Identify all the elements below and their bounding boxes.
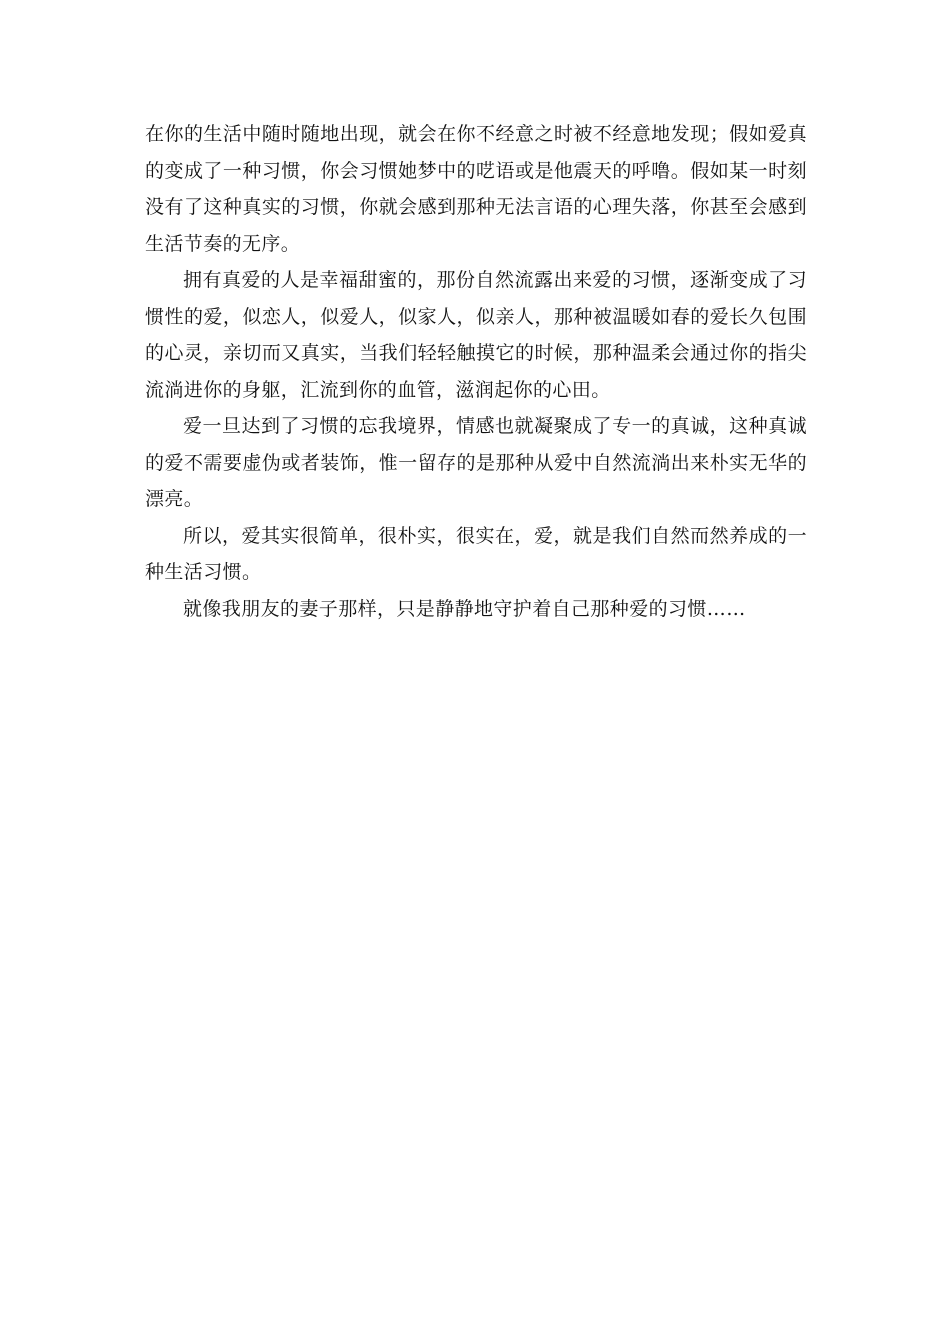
paragraph-continued: 在你的生活中随时随地出现，就会在你不经意之时被不经意地发现；假如爱真的变成了一种习惯，你会习惯她梦中的呓语或是他震天的呼噜。假如某一时刻没有了这种真实的习惯，你就会感到那种无法言语的心理失落，你甚至会感到生活节奏的无序。 [145, 123, 807, 255]
document-body [145, 116, 807, 627]
paragraph: 所以，爱其实很简单，很朴实，很实在，爱，就是我们自然而然养成的一种生活习惯。 [145, 524, 807, 583]
paragraph: 爱一旦达到了习惯的忘我境界，情感也就凝聚成了专一的真诚，这种真诚的爱不需要虚伪或者装饰，惟一留存的是那种从爱中自然流淌出来朴实无华的漂亮。 [145, 415, 807, 510]
paragraph: 拥有真爱的人是幸福甜蜜的，那份自然流露出来爱的习惯，逐渐变成了习惯性的爱，似恋人，似爱人，似家人，似亲人，那种被温暖如春的爱长久包围的心灵，亲切而又真实，当我们轻轻触摸它的时候，那种温柔会通过你的指尖流淌进你的身躯，汇流到你的血管，滋润起你的心田。 [145, 269, 807, 401]
paragraph: 就像我朋友的妻子那样，只是静静地守护着自己那种爱的习惯…… [183, 597, 746, 620]
